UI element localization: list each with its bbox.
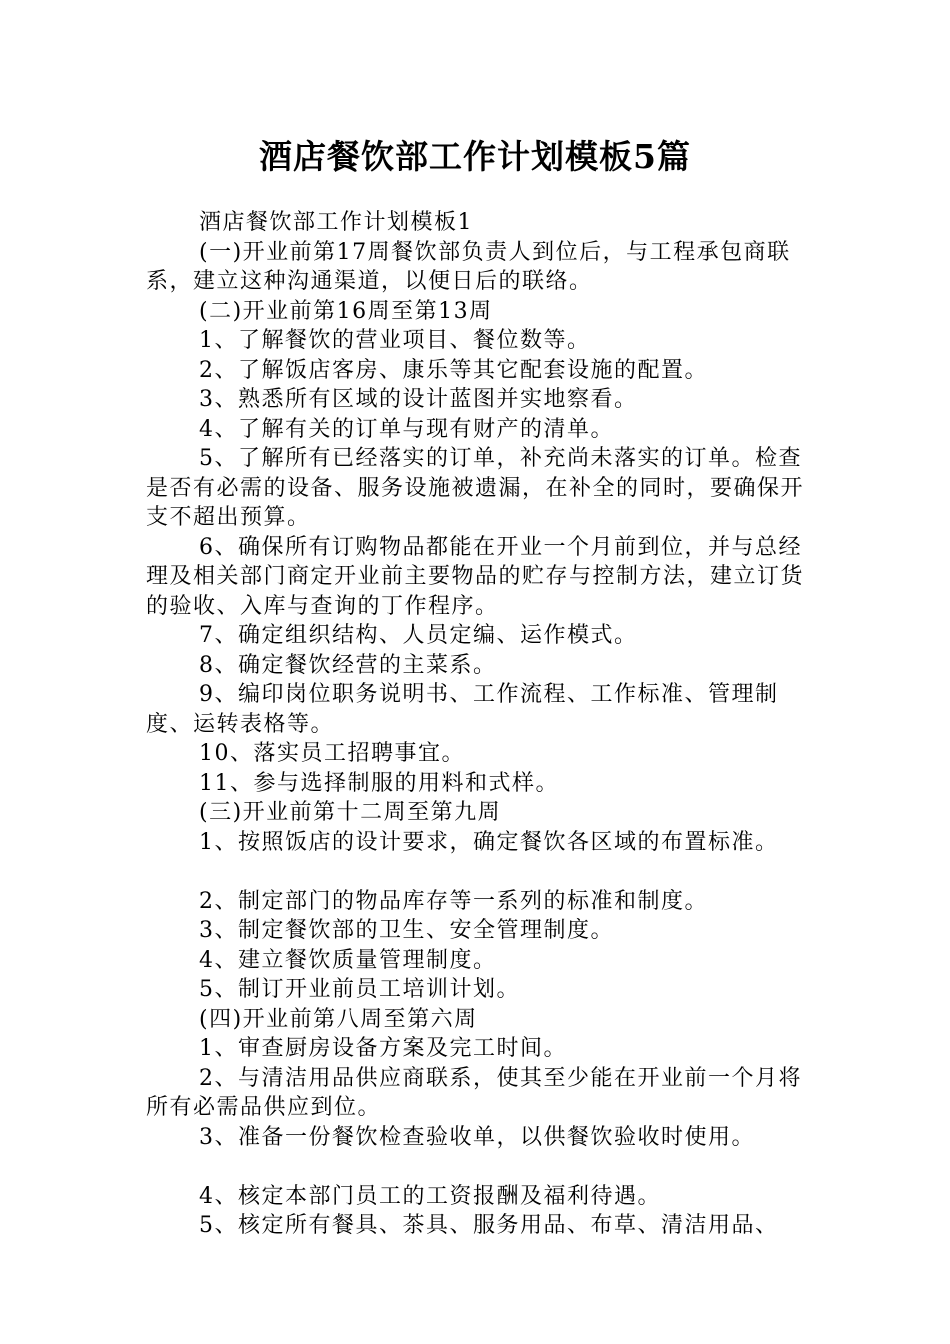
paragraph: (二)开业前第16周至第13周 (199, 298, 493, 324)
paragraph: 10、落实员工招聘事宜。 (199, 741, 465, 766)
paragraph (146, 857, 816, 887)
paragraph: 2、了解饭店客房、康乐等其它配套设施的配置。 (199, 357, 708, 383)
paragraph: 2、与清洁用品供应商联系，使其至少能在开业前一个月将所有必需品供应到位。 (146, 1065, 802, 1120)
paragraph: 酒店餐饮部工作计划模板1 (199, 210, 473, 235)
paragraph: (一)开业前第17周餐饮部负责人到位后，与工程承包商联系，建立这种沟通渠道，以便日后的联络。 (146, 239, 791, 294)
paragraph: (三)开业前第十二周至第九周 (199, 800, 502, 825)
paragraph: 3、制定餐饮部的卫生、安全管理制度。 (199, 918, 614, 943)
paragraph: 1、按照饭店的设计要求，确定餐饮各区域的布置标准。 (199, 829, 779, 855)
paragraph: 6、确保所有订购物品都能在开业一个月前到位，并与总经理及相关部门商定开业前主要物品的贮存与控制方法，建立订货的验收、入库与查询的丁作程序。 (146, 534, 805, 619)
paragraph: 7、确定组织结构、人员定编、运作模式。 (199, 623, 638, 648)
paragraph: 2、制定部门的物品库存等一系列的标准和制度。 (199, 888, 708, 914)
paragraph: 4、了解有关的订单与现有财产的清单。 (199, 416, 614, 442)
paragraph: 3、熟悉所有区域的设计蓝图并实地察看。 (199, 387, 638, 412)
paragraph: 5、制订开业前员工培训计划。 (199, 977, 520, 1002)
paragraph: 5、核定所有餐具、茶具、服务用品、布草、清洁用品、 (199, 1213, 779, 1238)
document-title: 酒店餐饮部工作计划模板5篇 (259, 137, 691, 176)
paragraph: 3、准备一份餐饮检查验收单，以供餐饮验收时使用。 (199, 1124, 755, 1150)
document-body (146, 208, 816, 1241)
paragraph: 4、建立餐饮质量管理制度。 (199, 947, 497, 973)
paragraph: 1、了解餐饮的营业项目、餐位数等。 (199, 328, 591, 353)
paragraph: (四)开业前第八周至第六周 (199, 1006, 478, 1032)
paragraph: 4、核定本部门员工的工资报酬及福利待遇。 (199, 1183, 661, 1209)
paragraph: 1、审查厨房设备方案及完工时间。 (199, 1036, 567, 1061)
paragraph (146, 1152, 816, 1182)
paragraph: 9、编印岗位职务说明书、工作流程、工作标准、管理制度、运转表格等。 (146, 682, 779, 737)
paragraph: 8、确定餐饮经营的主菜系。 (199, 652, 497, 678)
paragraph: 5、了解所有已经落实的订单，补充尚未落实的订单。检查是否有必需的设备、服务设施被遗漏，在补全的同时，要确保开支不超出预算。 (146, 446, 805, 530)
paragraph: 11、参与选择制服的用料和式样。 (199, 770, 559, 796)
